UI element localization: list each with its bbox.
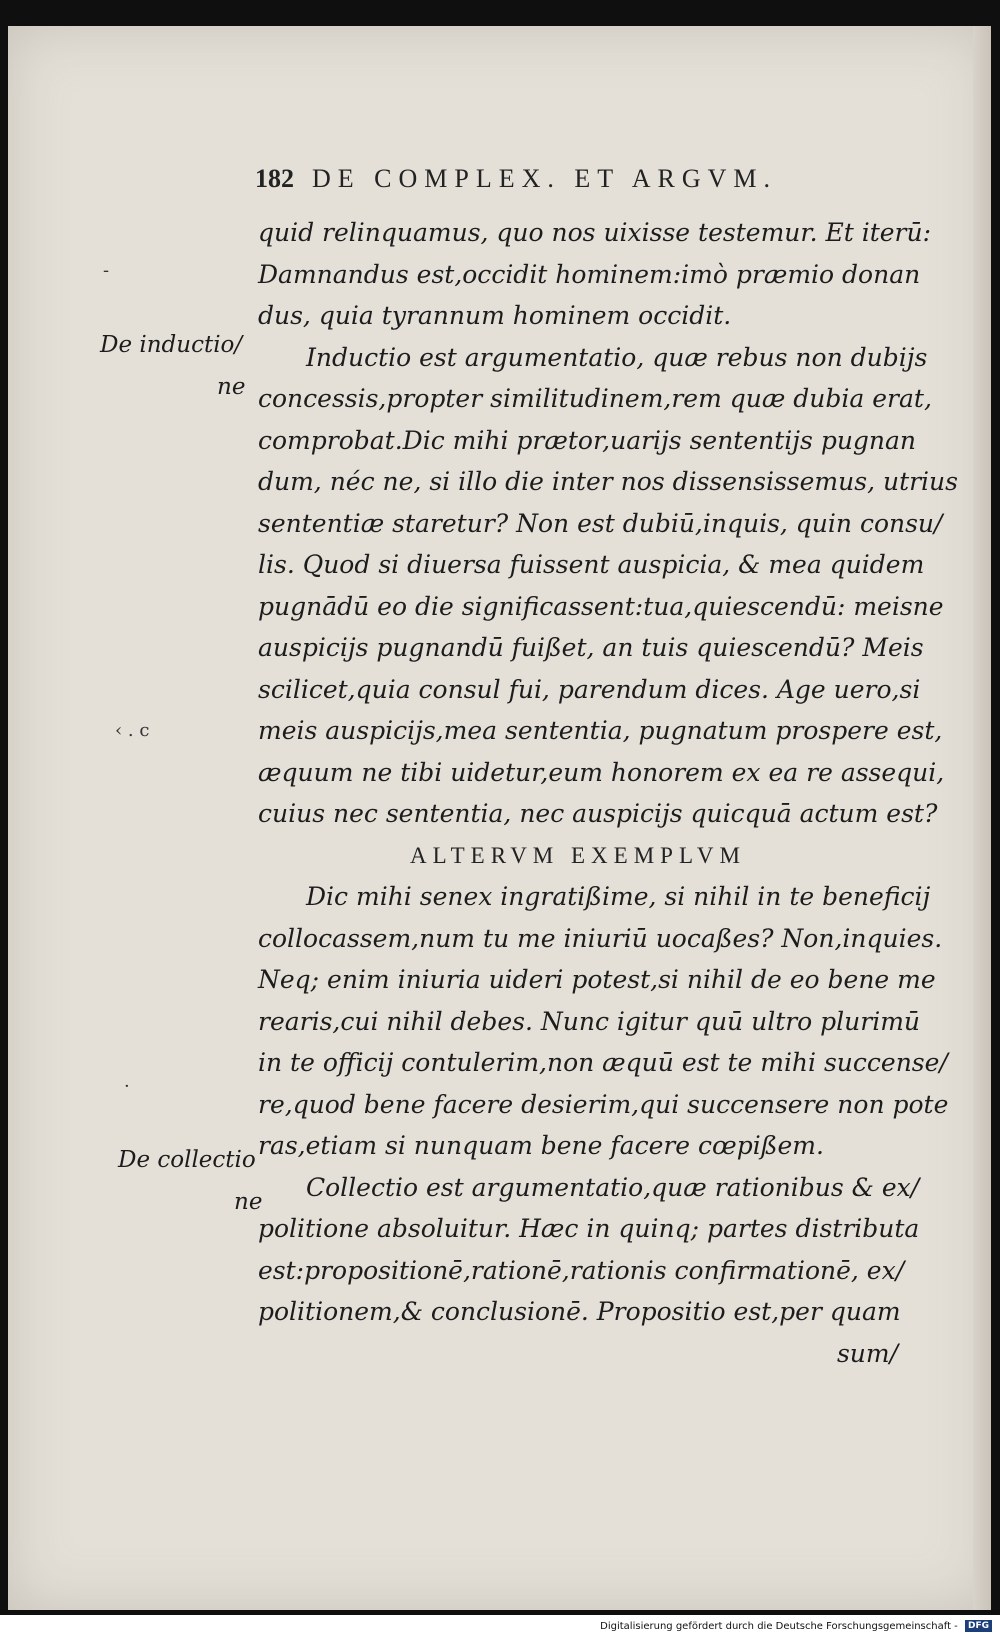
digitization-credit	[600, 1620, 992, 1632]
paragraph-start-line: Inductio est argumentatio, quæ rebus non dubijs	[306, 342, 928, 372]
section-heading: ALTERVM EXEMPLVM	[410, 842, 746, 868]
page-edge	[973, 26, 991, 1610]
text-line: Neq; enim iniuria uideri potest,si nihil de eo bene me	[258, 965, 936, 994]
catchword: sum/	[836, 1338, 898, 1368]
text-line: Damnandus est,occidit hominem:imò præmio donan	[258, 259, 921, 289]
paragraph-start-line: Dic mihi senex ingratißime, si nihil in te beneficij	[306, 882, 931, 911]
ink-mark: ·	[124, 1076, 130, 1097]
text-line: æquum ne tibi uidetur,eum honorem ex ea re assequi,	[258, 757, 945, 787]
main-text	[258, 212, 958, 1374]
text-line: est:propositionē,rationē,rationis confirmationē, ex/	[258, 1255, 905, 1285]
paragraph-start-line: Collectio est argumentatio,quæ rationibus & ex/	[306, 1172, 920, 1202]
text-line: meis auspicijs,mea sententia, pugnatum prospere est,	[258, 716, 943, 745]
text-line: cuius nec sententia, nec auspicijs quicquā actum est?	[258, 799, 938, 828]
credit-text: Digitalisierung gefördert durch die Deutsche Forschungsgemeinschaft -	[600, 1621, 958, 1632]
margin-note-collection-1: De collectio	[118, 1147, 256, 1173]
text-line: dus, quia tyrannum hominem occidit.	[258, 301, 732, 330]
text-line: collocassem,num tu me iniuriū uocaßes? Non,inquies.	[258, 923, 943, 953]
margin-note-collection-2: ne	[234, 1189, 263, 1215]
text-line: comprobat.Dic mihi prætor,uarijs sententijs pugnan	[258, 425, 917, 455]
text-line: concessis,propter similitudinem,rem quæ dubia erat,	[258, 384, 932, 413]
text-line: politione absoluitur. Hæc in quinq; partes distributa	[258, 1214, 920, 1243]
text-line: ras,etiam si nunquam bene facere cœpißem.	[258, 1131, 824, 1160]
text-line: politionem,& conclusionē. Propositio est,per quam	[258, 1297, 901, 1326]
text-line: in te officij contulerim,non æquū est te mihi succense/	[258, 1048, 948, 1077]
running-title: DE COMPLEX. ET ARGVM.	[312, 164, 778, 193]
ink-mark: ‹ . c	[115, 720, 150, 741]
text-line: scilicet,quia consul fui, parendum dices. Age uero,si	[258, 674, 921, 704]
text-line: quid relinquamus, quo nos uixisse testemur. Et iterū:	[258, 218, 932, 247]
margin-note-induction-1: De inductio/	[100, 332, 243, 358]
text-line: pugnādū eo die significassent:tua,quiescendū: meisne	[258, 591, 944, 621]
text-line: re,quod bene facere desierim,qui succensere non pote	[258, 1089, 949, 1119]
page-number: 182	[255, 164, 294, 193]
text-line: auspicijs pugnandū fuißet, an tuis quiescendū? Meis	[258, 633, 924, 662]
ink-mark: -	[103, 260, 110, 281]
dfg-logo: DFG	[965, 1620, 992, 1632]
margin-note-induction-2: ne	[217, 374, 246, 400]
text-line: dum, néc ne, si illo die inter nos dissensissemus, utrius	[258, 467, 958, 496]
running-head	[255, 164, 895, 194]
text-line: lis. Quod si diuersa fuissent auspicia, & mea quidem	[258, 550, 925, 579]
text-line: rearis,cui nihil debes. Nunc igitur quū ultro plurimū	[258, 1006, 921, 1036]
text-line: sententiæ staretur? Non est dubiū,inquis, quin consu/	[258, 508, 943, 538]
